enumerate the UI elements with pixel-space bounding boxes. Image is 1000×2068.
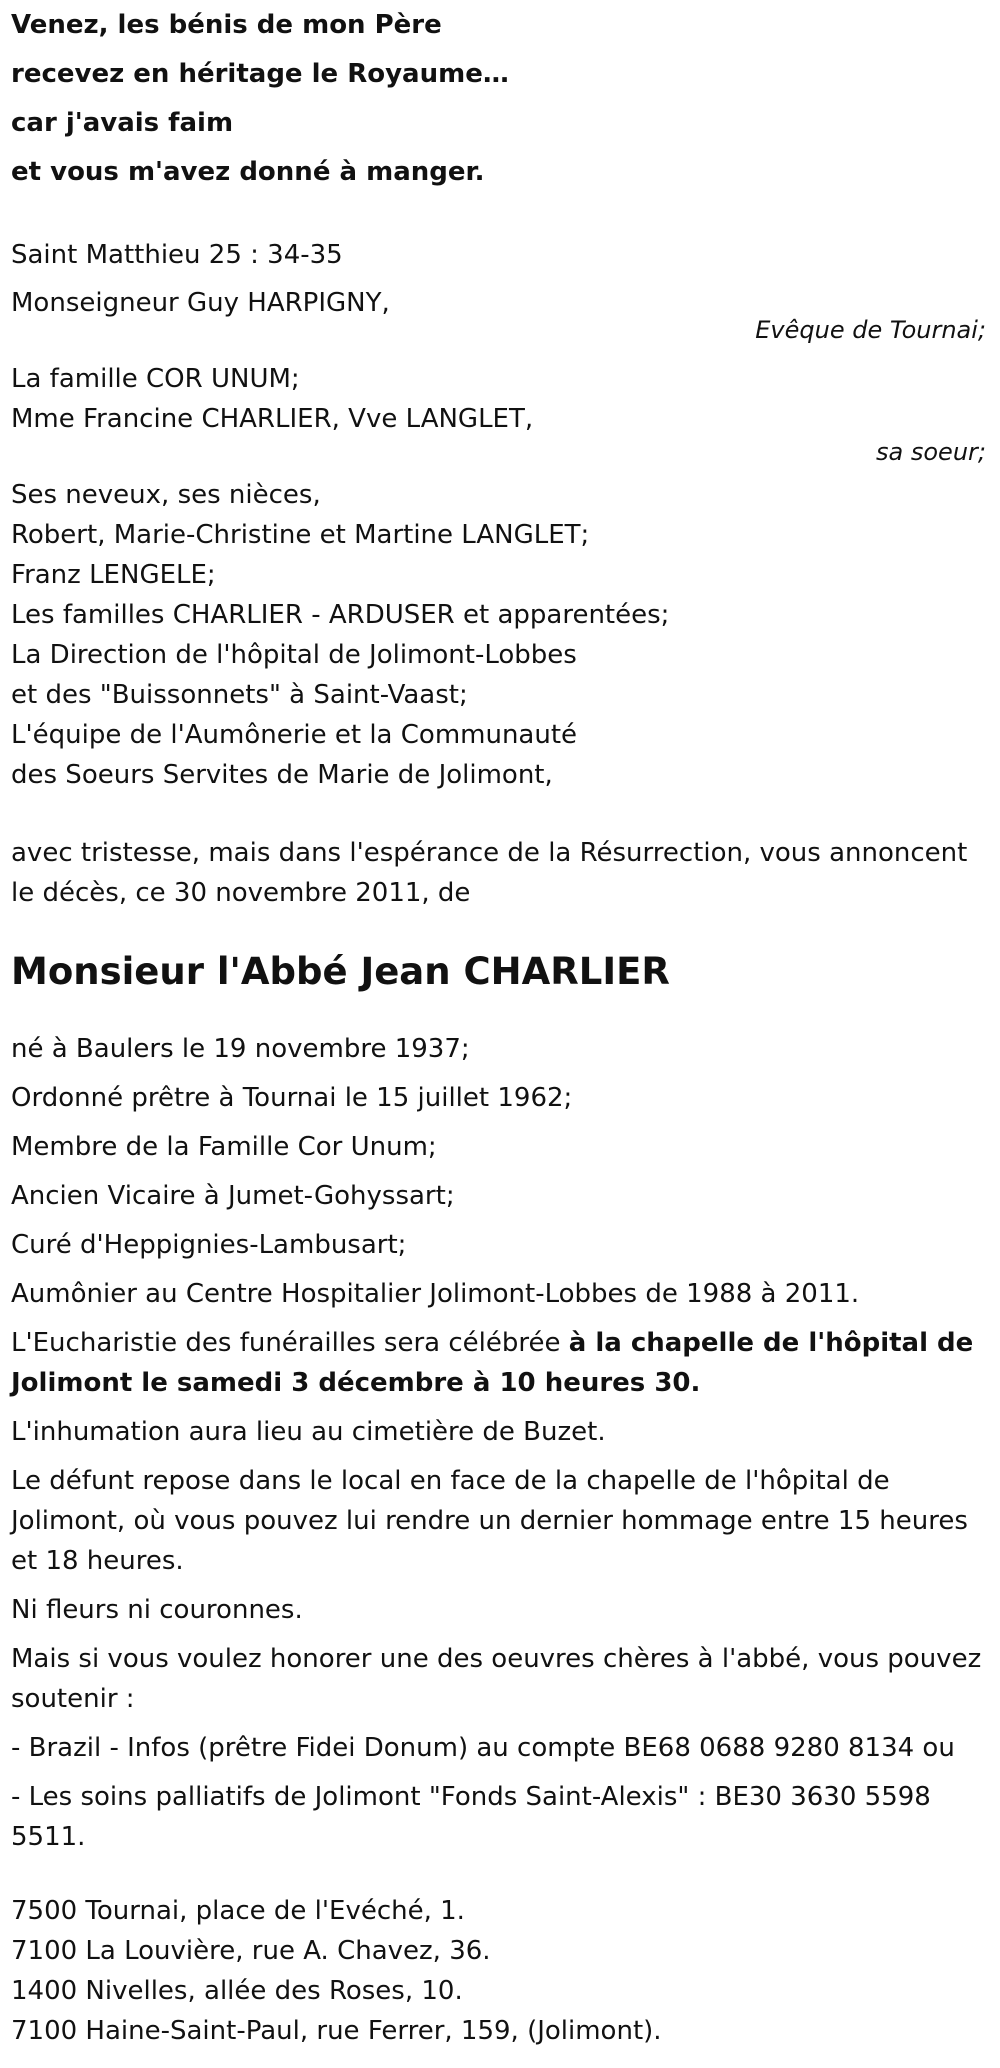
relative-line: Franz LENGELE; — [11, 560, 216, 590]
relative-line: Ses neveux, ses nièces, — [11, 480, 321, 510]
detail-born: né à Baulers le 19 novembre 1937; — [11, 1034, 470, 1064]
detail-donation-brazil: - Brazil - Infos (prêtre Fidei Donum) au compte BE68 0688 9280 8134 ou — [11, 1733, 955, 1763]
funeral-prefix: L'Eucharistie des funérailles sera célébrée — [11, 1328, 569, 1358]
family-block — [11, 359, 986, 439]
address-line: 7500 Tournai, place de l'Evéché, 1. — [11, 1896, 465, 1926]
funeral-location-time: à la chapelle de l'hôpital de Jolimont le samedi 3 décembre à 10 heures 30. — [11, 1328, 974, 1398]
detail-member: Membre de la Famille Cor Unum; — [11, 1132, 437, 1162]
relative-line: La Direction de l'hôpital de Jolimont-Lobbes — [11, 640, 577, 670]
bishop-role: Evêque de Tournai; — [755, 316, 986, 344]
scripture-verse — [11, 0, 986, 197]
detail-burial: L'inhumation aura lieu au cimetière de Buzet. — [11, 1417, 606, 1447]
family-group: La famille COR UNUM; — [11, 364, 300, 394]
verse-reference: Saint Matthieu 25 : 34-35 — [11, 240, 343, 270]
verse-line: car j'avais faim — [11, 108, 234, 138]
deceased-name: Monsieur l'Abbé Jean CHARLIER — [11, 950, 670, 993]
detail-ordained: Ordonné prêtre à Tournai le 15 juillet 1962; — [11, 1083, 573, 1113]
address-line: 1400 Nivelles, allée des Roses, 10. — [11, 1976, 463, 2006]
obituary-content — [11, 0, 986, 2051]
relative-line: Robert, Marie-Christine et Martine LANGLET; — [11, 520, 590, 550]
relative-line: et des "Buissonnets" à Saint-Vaast; — [11, 680, 468, 710]
addresses-list — [11, 1891, 986, 2051]
announcement-line: le décès, ce 30 novembre 2011, de — [11, 878, 471, 908]
relative-line: L'équipe de l'Aumônerie et la Communauté — [11, 720, 578, 750]
verse-line: Venez, les bénis de mon Père — [11, 10, 442, 40]
address-line: 7100 Haine-Saint-Paul, rue Ferrer, 159, (Jolimont). — [11, 2016, 662, 2046]
relative-line: des Soeurs Servites de Marie de Jolimont, — [11, 760, 553, 790]
details-section — [11, 1029, 986, 1857]
sister-name: Mme Francine CHARLIER, Vve LANGLET, — [11, 404, 534, 434]
sister-role: sa soeur; — [876, 438, 986, 466]
relatives-list — [11, 475, 986, 795]
detail-rest: Le défunt repose dans le local en face de la chapelle de l'hôpital de Jolimont, où vous pouvez lui rendre un dernier hommage entre 15 heures et 18 heures. — [11, 1466, 968, 1576]
verse-line: recevez en héritage le Royaume… — [11, 59, 509, 89]
detail-funeral — [11, 1323, 986, 1403]
verse-line: et vous m'avez donné à manger. — [11, 157, 485, 187]
detail-donation-palliative: - Les soins palliatifs de Jolimont "Fonds Saint-Alexis" : BE30 3630 5598 5511. — [11, 1782, 931, 1852]
detail-vicar: Ancien Vicaire à Jumet-Gohyssart; — [11, 1181, 455, 1211]
detail-support: Mais si vous voulez honorer une des oeuvres chères à l'abbé, vous pouvez soutenir : — [11, 1644, 982, 1714]
address-line: 7100 La Louvière, rue A. Chavez, 36. — [11, 1936, 491, 1966]
announcement-line: avec tristesse, mais dans l'espérance de la Résurrection, vous annoncent — [11, 838, 968, 868]
detail-flowers: Ni fleurs ni couronnes. — [11, 1595, 303, 1625]
detail-cure: Curé d'Heppignies-Lambusart; — [11, 1230, 407, 1260]
detail-chaplain: Aumônier au Centre Hospitalier Jolimont-Lobbes de 1988 à 2011. — [11, 1279, 860, 1309]
bishop-name: Monseigneur Guy HARPIGNY, — [11, 288, 390, 318]
relative-line: Les familles CHARLIER - ARDUSER et apparentées; — [11, 600, 670, 630]
announcement — [11, 833, 986, 913]
